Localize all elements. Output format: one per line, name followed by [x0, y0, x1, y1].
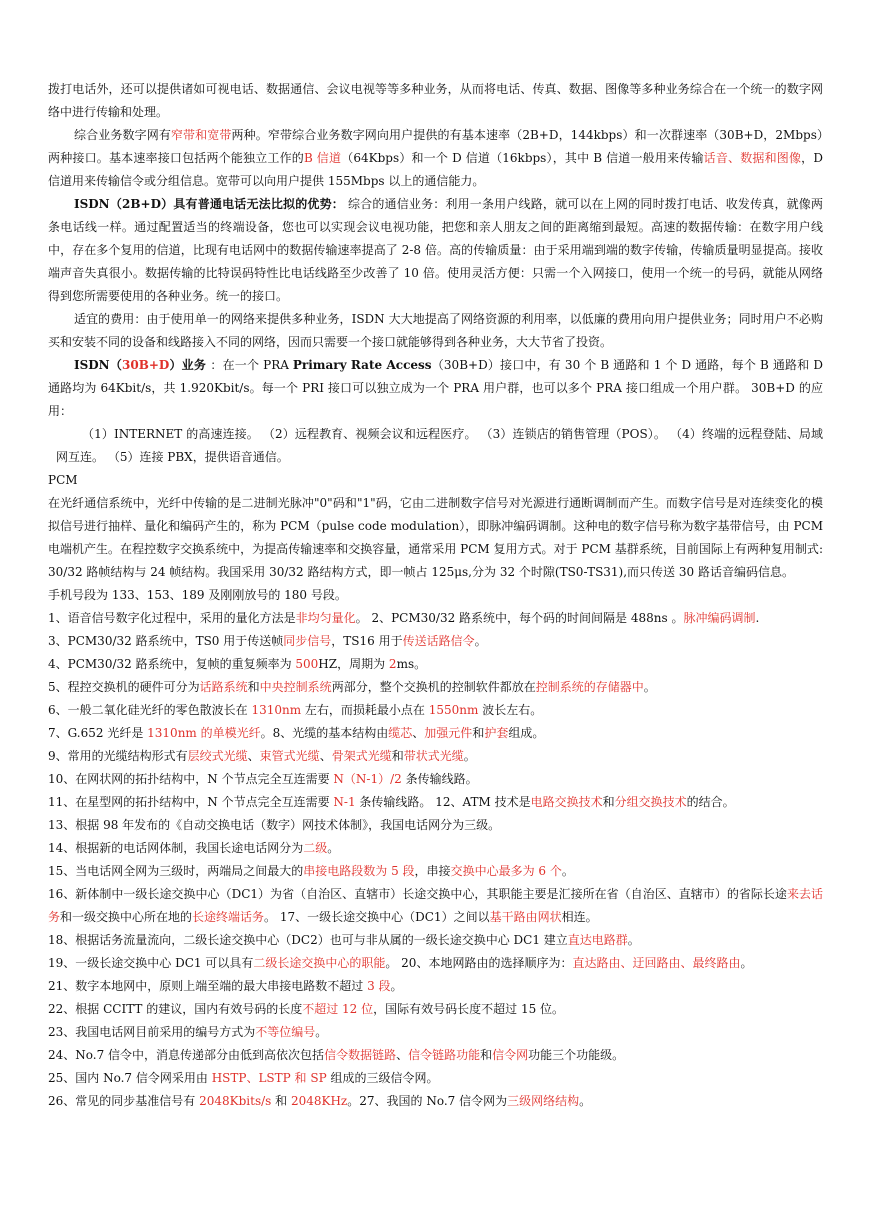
text-segment: 左右，而损耗最小点在: [301, 703, 429, 717]
highlighted-text: 500: [295, 657, 319, 671]
text-segment: 波长左右。: [478, 703, 543, 717]
paragraph: [48, 354, 823, 423]
text-segment: ：在一个 PRA: [210, 358, 293, 372]
text-segment: 9、常用的光缆结构形式有: [48, 749, 188, 763]
highlighted-text: 交换中心最多为 6 个: [450, 864, 562, 878]
paragraph: [48, 975, 823, 998]
highlighted-text: 信令网: [492, 1048, 529, 1062]
text-segment: 和一级交换中心所在地的: [60, 910, 193, 924]
text-segment: HZ，周期为: [318, 657, 389, 671]
text-segment: 。: [315, 1025, 328, 1039]
text-segment: 25、国内 No.7 信令网采用由: [48, 1071, 212, 1085]
text-segment: 10、在网状网的拓扑结构中，N 个节点完全互连需要: [48, 772, 334, 786]
paragraph: [48, 653, 823, 676]
text-segment: 条传输线路。: [401, 772, 478, 786]
paragraph: [48, 78, 823, 124]
highlighted-text: 加强元件: [424, 726, 473, 740]
highlighted-text: 电路交换技术: [530, 795, 603, 809]
text-segment: 在光纤通信系统中，光纤中传输的是二进制光脉冲"0"码和"1"码，它由二进制数字信号对光源进行通断调制而产生。而数字信号是对连续变化的模拟信号进行抽样、量化和编码产生的，称为 PCM（pulse code modulation），即脉冲编码调制。这种电的数字信号称为数字基带信号，由 PCM 电端机产生。在程控数字交换系统中，为提高传输速率和交换容量，通常采用 PCM 复用方式。对于 PCM 基群系统，目前国际上有两种复用制式:30/32 路帧结构与 24 帧结构。我国采用 30/32 路结构方式，即一帧占 125μs,分为 32 个时隙(TS0-TS31),而只传送 30 路话音编码信息。: [48, 496, 823, 579]
text-segment: 。: [327, 841, 340, 855]
highlighted-text: 脉冲编码调制: [683, 611, 756, 625]
text-segment: 26、常见的同步基准信号有: [48, 1094, 200, 1108]
highlighted-text: 中央控制系统: [259, 680, 332, 694]
highlighted-text: 窄带和宽带: [170, 128, 232, 142]
text-segment: 。 20、本地网路由的选择顺序为：: [385, 956, 573, 970]
text-segment: 手机号段为 133、153、189 及刚刚放号的 180 号段。: [48, 588, 347, 602]
text-segment: 、: [412, 726, 425, 740]
highlighted-text: 2048KHz: [290, 1094, 348, 1108]
text-segment: 15、当电话网全网为三级时，两端局之间最大的: [48, 864, 304, 878]
text-segment: 两种。窄带综合业务数字网向用户提供的有基本速率（2B+D，144kbps）和一次群速率（30B+D，2Mbps）两种接口。基本速率接口包括两个能独立工作的: [48, 128, 823, 165]
highlighted-text: 三级网络结构: [507, 1094, 580, 1108]
paragraph: [48, 308, 823, 354]
text-segment: 4、PCM30/32 路系统中，复帧的重复频率为: [48, 657, 296, 671]
highlighted-text: 30B+D: [122, 358, 170, 372]
paragraph: [48, 676, 823, 699]
text-segment: 组成。: [508, 726, 545, 740]
highlighted-text: 控制系统的存储器中: [535, 680, 644, 694]
text-segment: 功能三个功能级。: [528, 1048, 625, 1062]
text-segment: 19、一级长途交换中心 DC1 可以具有: [48, 956, 254, 970]
highlighted-text: N-1: [333, 795, 356, 809]
text-segment: ms。: [396, 657, 427, 671]
text-segment: 和: [247, 680, 260, 694]
text-segment: 22、根据 CCITT 的建议，国内有效号码的长度: [48, 1002, 303, 1016]
text-segment: 16、新体制中一级长途交换中心（DC1）为省（自治区、直辖市）长途交换中心，其职能主要是汇接所在省（自治区、直辖市）的省际长途: [48, 887, 787, 901]
text-segment: 7、G.652 光纤是: [48, 726, 148, 740]
text-segment: 。 2、PCM30/32 路系统中，每个码的时间间隔是 488ns 。: [355, 611, 684, 625]
paragraph: [48, 124, 823, 193]
paragraph: [48, 630, 823, 653]
highlighted-text: 长途终端话务: [192, 910, 265, 924]
paragraph: [48, 193, 823, 308]
highlighted-text: 束管式光缆: [259, 749, 320, 763]
highlighted-text: 不等位编号: [255, 1025, 316, 1039]
highlighted-text: 不超过 12 位: [302, 1002, 374, 1016]
highlighted-text: 同步信号: [283, 634, 332, 648]
text-segment: （64Kbps）和一个 D 信道（16kbps），其中 B 信道一般用来传输: [341, 151, 704, 165]
paragraph: [48, 699, 823, 722]
text-segment: （30B+D）接口中，有 30 个 B 通路和 1 个 D 通路，每个 B 通路和 D 通路均为 64Kbit/s，共 1.920Kbit/s。每一个 PRI 接口可以独立成为一个 PRA 用户群，也可以多个 PRA 接口组成一个用户群。 30B+D 的应用：: [48, 358, 823, 418]
highlighted-text: 二级长途交换中心的职能: [253, 956, 386, 970]
text-segment: 两部分，整个交换机的控制软件都放在: [331, 680, 536, 694]
highlighted-text: 护套: [484, 726, 509, 740]
text-segment: ，串接: [414, 864, 451, 878]
text-segment: 21、数字本地网中，原则上端至端的最大串接电路数不超过: [48, 979, 368, 993]
text-segment: 。: [579, 1094, 592, 1108]
paragraph: [48, 837, 823, 860]
text-segment: 、: [396, 1048, 409, 1062]
highlighted-text: 3 段: [367, 979, 391, 993]
paragraph: [48, 814, 823, 837]
text-segment: 。: [740, 956, 753, 970]
text-segment: 6、一般二氧化硅光纤的零色散波长在: [48, 703, 252, 717]
text-segment: 。: [390, 979, 403, 993]
paragraph: [48, 1090, 823, 1113]
text-segment: （1）INTERNET 的高速连接。 （2）远程教育、视频会议和远程医疗。 （3）连锁店的销售管理（POS）。 （4）终端的远程登陆、局域网互连。 （5）连接 PBX，提供语音通信。: [56, 427, 823, 464]
paragraph: [48, 883, 823, 929]
highlighted-text: 1310nm: [251, 703, 302, 717]
paragraph: [48, 492, 823, 584]
text-segment: 1、语音信号数字化过程中，采用的量化方法是: [48, 611, 296, 625]
document-page: [48, 78, 823, 1113]
text-segment: 13、根据 98 年发布的《自动交换电话（数字）网技术体制》，我国电话网分为三级。: [48, 818, 501, 832]
highlighted-text: 信令数据链路: [324, 1048, 397, 1062]
paragraph: [48, 998, 823, 1021]
text-segment: 5、程控交换机的硬件可分为: [48, 680, 200, 694]
text-segment: 。: [643, 680, 656, 694]
paragraph: [48, 791, 823, 814]
highlighted-text: 1310nm 的单模光纤: [147, 726, 261, 740]
text-segment: 18、根据话务流量流向，二级长途交换中心（DC2）也可与非从属的一级长途交换中心 DC1 建立: [48, 933, 568, 947]
text-segment: 的结合。: [686, 795, 735, 809]
paragraph: [48, 722, 823, 745]
bold-text: Primary Rate Access: [292, 358, 432, 372]
bold-text: ）业务: [169, 358, 211, 372]
highlighted-text: 缆芯: [388, 726, 413, 740]
text-segment: .: [755, 611, 760, 625]
highlighted-text: 基干路由网状: [489, 910, 562, 924]
highlighted-text: 2048Kbits/s: [199, 1094, 272, 1108]
text-segment: 和: [472, 726, 485, 740]
bold-text: ISDN（: [74, 358, 123, 372]
highlighted-text: 带状式光缆: [403, 749, 464, 763]
text-segment: 。: [627, 933, 640, 947]
text-segment: 综合业务数字网有: [74, 128, 171, 142]
paragraph: [48, 768, 823, 791]
paragraph: [48, 423, 823, 469]
paragraph: [48, 584, 823, 607]
highlighted-text: 直达路由、迂回路由、最终路由: [572, 956, 741, 970]
highlighted-text: HSTP、LSTP 和 SP: [211, 1071, 327, 1085]
paragraph: [48, 952, 823, 975]
paragraph: [48, 929, 823, 952]
text-segment: 和: [602, 795, 615, 809]
text-segment: ，国际有效号码长度不超过 15 位。: [373, 1002, 565, 1016]
highlighted-text: B 信道: [303, 151, 342, 165]
text-segment: 。27、我国的 No.7 信令网为: [347, 1094, 508, 1108]
bold-text: ISDN（2B+D）具有普通电话无法比拟的优势：: [74, 197, 344, 211]
text-segment: 。: [463, 749, 476, 763]
highlighted-text: 分组交换技术: [614, 795, 687, 809]
text-segment: 。8、光缆的基本结构由: [260, 726, 389, 740]
text-segment: 和: [480, 1048, 493, 1062]
text-segment: 3、PCM30/32 路系统中，TS0 用于传送帧: [48, 634, 284, 648]
text-segment: 。: [474, 634, 487, 648]
text-segment: 适宜的费用：由于使用单一的网络来提供多种业务，ISDN 大大地提高了网络资源的利用率，以低廉的费用向用户提供业务；同时用户不必购买和安装不同的设备和线路接入不同的网络，因而只需要一个接口就能够得到各种业务，大大节省了投资。: [48, 312, 823, 349]
text-segment: PCM: [48, 473, 78, 487]
text-segment: 11、在星型网的拓扑结构中，N 个节点完全互连需要: [48, 795, 334, 809]
highlighted-text: 直达电路群: [567, 933, 628, 947]
highlighted-text: 来去话务: [48, 887, 823, 924]
highlighted-text: 话音、数据和图像: [703, 151, 802, 165]
highlighted-text: 非均匀量化: [295, 611, 356, 625]
highlighted-text: 2: [388, 657, 397, 671]
highlighted-text: N（N-1）/2: [333, 772, 402, 786]
text-segment: 综合的通信业务：利用一条用户线路，就可以在上网的同时拨打电话、收发传真，就像两条电话线一样。通过配置适当的终端设备，您也可以实现会议电视功能，把您和亲人朋友之间的距离缩到最短。高速的数据传输：在数字用户线中，存在多个复用的信道，比现有电话网中的数据传输速率提高了 2-8 倍。高的传输质量：由于采用端到端的数字传输，传输质量明显提高。接收端声音失真很小。数据传输的比特误码特性比电话线路至少改善了 10 倍。使用灵活方便：只需一个入网接口，使用一个统一的号码，就能从网络得到您所需要使用的各种业务。统一的接口。: [48, 197, 823, 303]
paragraph: [48, 745, 823, 768]
text-segment: 和: [391, 749, 404, 763]
text-segment: 14、根据新的电话网体制，我国长途电话网分为: [48, 841, 304, 855]
text-segment: ，D 信道用来传输信令或分组信息。宽带可以向用户提供 155Mbps 以上的通信能力。: [48, 151, 823, 188]
paragraph: [48, 1044, 823, 1067]
highlighted-text: 串接电路段数为 5 段: [303, 864, 415, 878]
text-segment: 条传输线路。 12、ATM 技术是: [355, 795, 531, 809]
highlighted-text: 骨架式光缆: [331, 749, 392, 763]
paragraph: [48, 860, 823, 883]
text-segment: ，TS16 用于: [331, 634, 403, 648]
text-segment: 23、我国电话网目前采用的编号方式为: [48, 1025, 256, 1039]
highlighted-text: 话路系统: [199, 680, 248, 694]
text-segment: 相连。: [561, 910, 598, 924]
paragraph: [48, 1021, 823, 1044]
paragraph: [48, 607, 823, 630]
text-segment: 、: [247, 749, 260, 763]
highlighted-text: 层绞式光缆: [187, 749, 248, 763]
text-segment: 。: [561, 864, 574, 878]
highlighted-text: 传送话路信令: [402, 634, 475, 648]
highlighted-text: 信令链路功能: [408, 1048, 481, 1062]
paragraph: [48, 1067, 823, 1090]
text-segment: 24、No.7 信令中，消息传递部分由低到高依次包括: [48, 1048, 325, 1062]
highlighted-text: 1550nm: [428, 703, 479, 717]
text-segment: 组成的三级信令网。: [326, 1071, 439, 1085]
text-segment: 拨打电话外，还可以提供诸如可视电话、数据通信、会议电视等等多种业务，从而将电话、传真、数据、图像等多种业务综合在一个统一的数字网络中进行传输和处理。: [48, 82, 823, 119]
text-segment: 、: [319, 749, 332, 763]
paragraph: [48, 469, 823, 492]
highlighted-text: 二级: [303, 841, 328, 855]
text-segment: 和: [271, 1094, 291, 1108]
text-segment: 。 17、一级长途交换中心（DC1）之间以: [264, 910, 490, 924]
